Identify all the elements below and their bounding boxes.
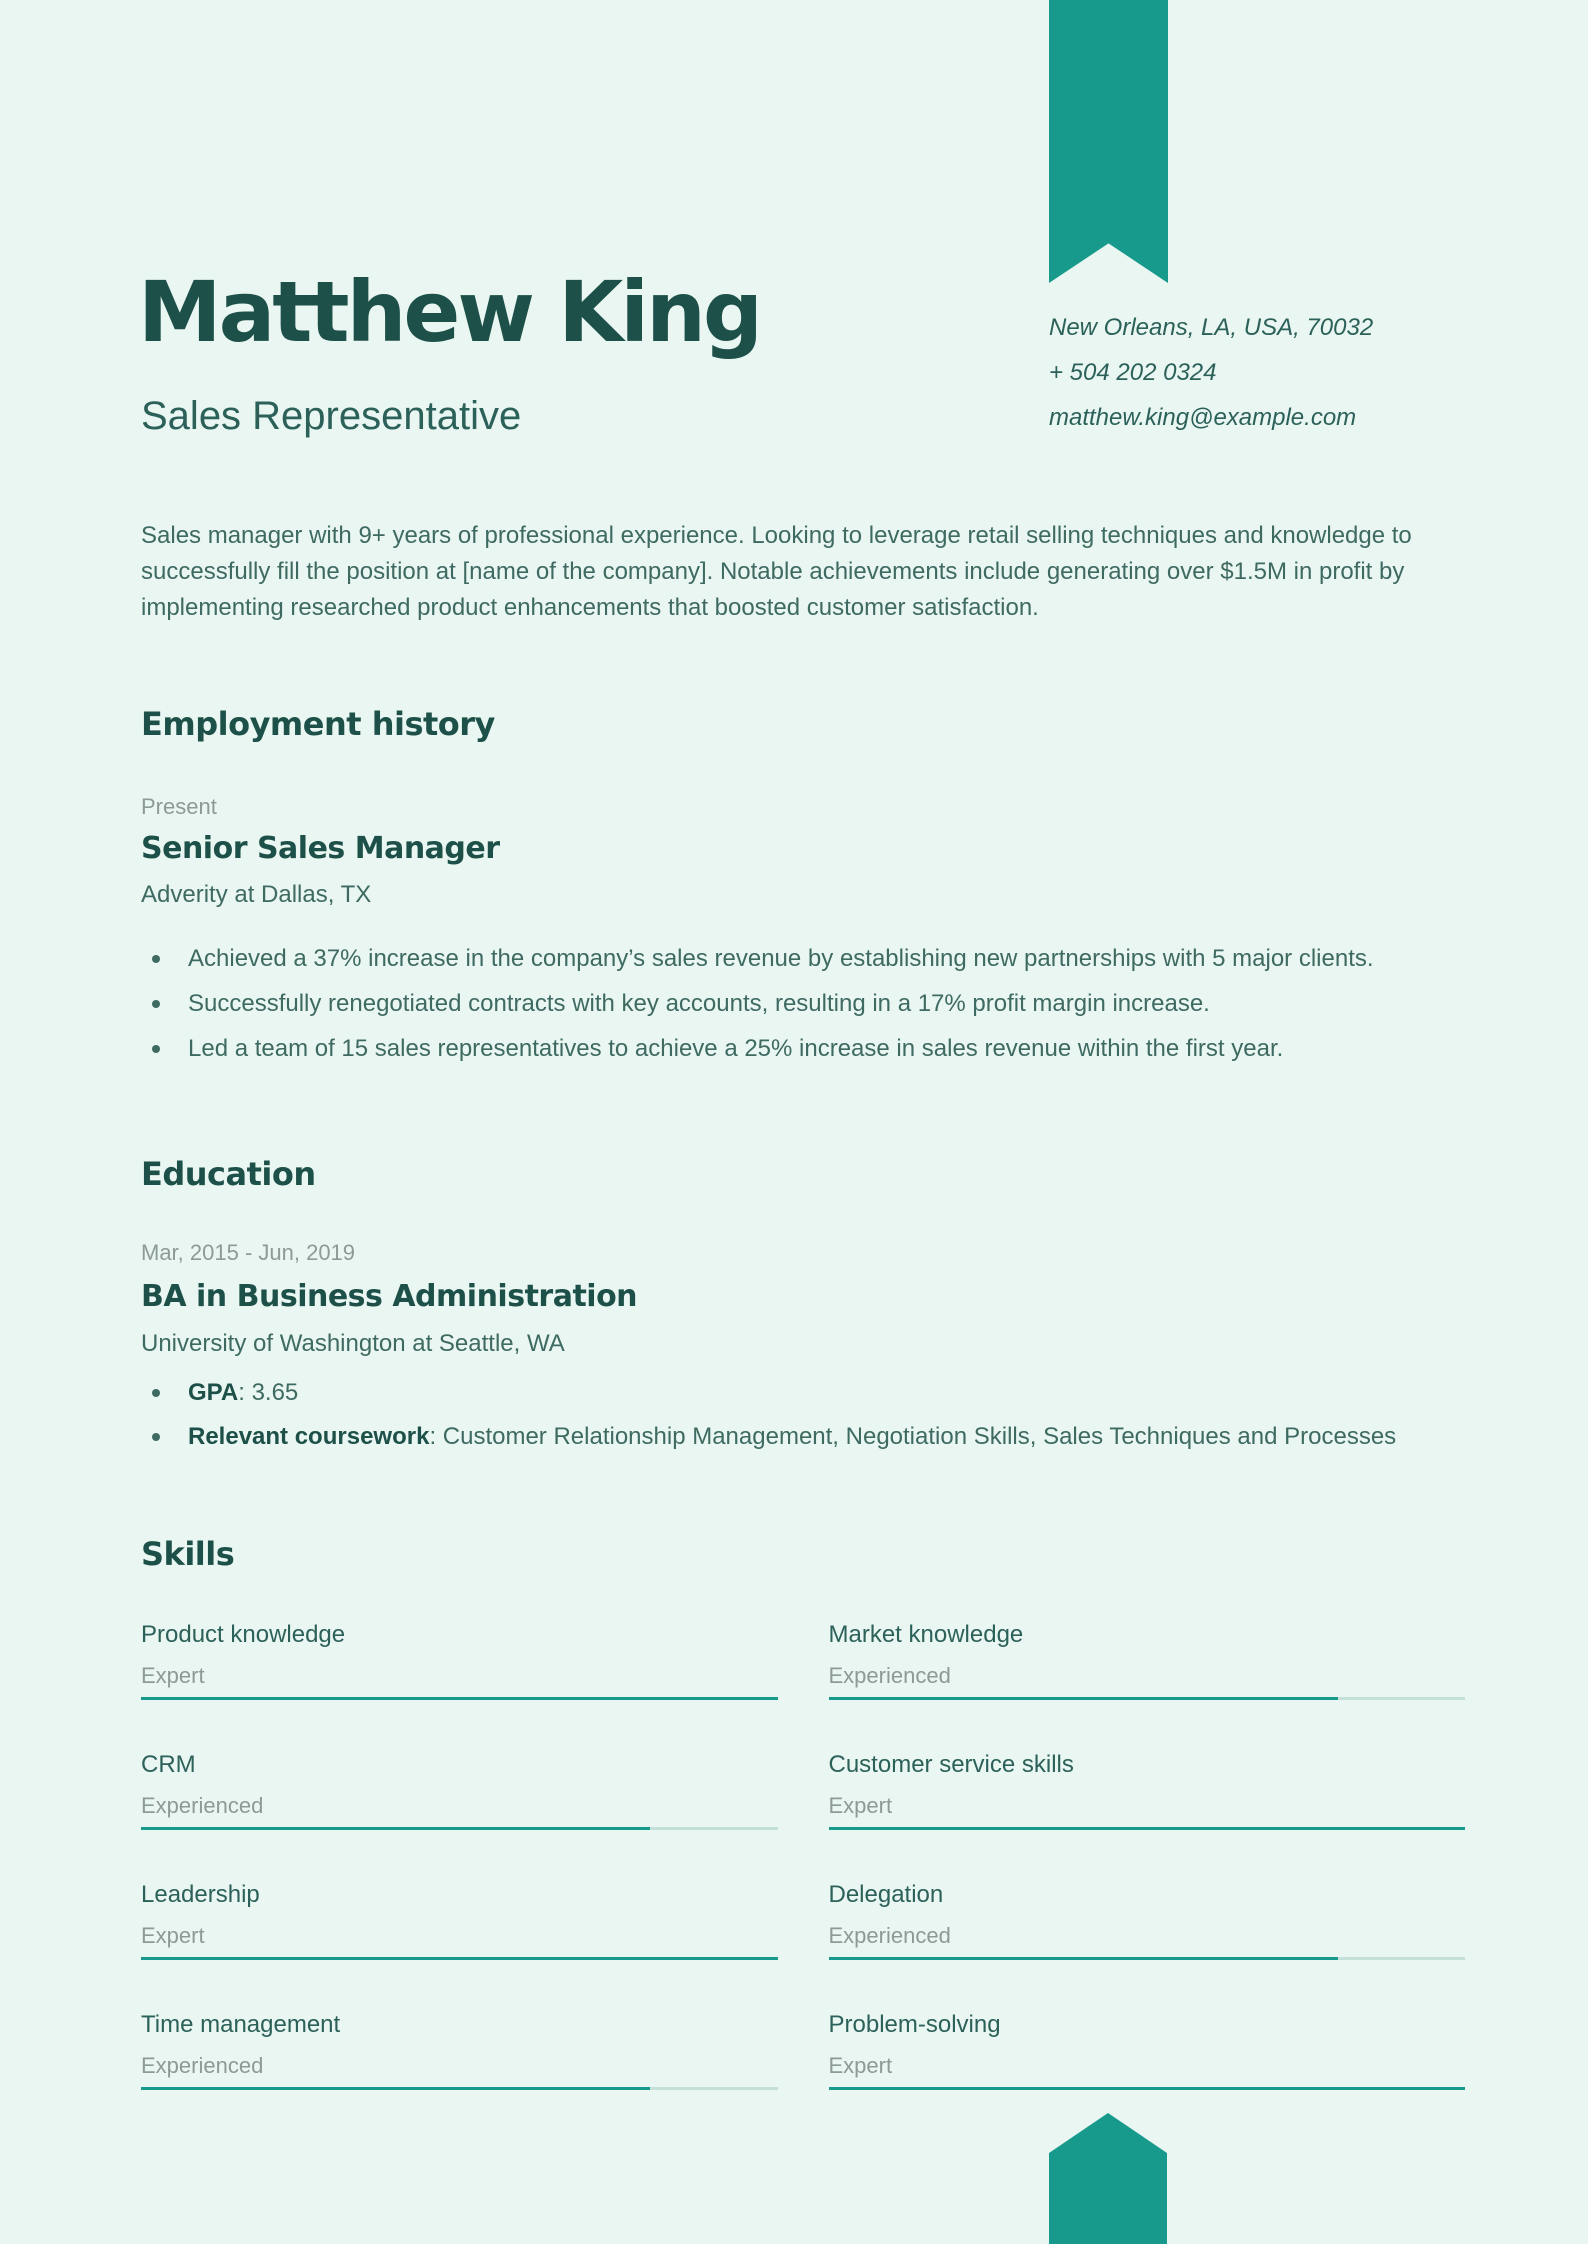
job-bullet-item bbox=[141, 1031, 1451, 1067]
job-bullet-item bbox=[141, 941, 1451, 977]
skill-item bbox=[829, 1750, 1466, 1830]
skill-level: Expert bbox=[828, 2053, 893, 2078]
education-school: University of Washington at Seattle, WA bbox=[141, 1330, 565, 1357]
skill-progress-track bbox=[141, 1827, 778, 1830]
education-bullet-item bbox=[141, 1375, 1451, 1411]
skill-item bbox=[141, 2010, 778, 2090]
skill-name: Market knowledge bbox=[828, 1621, 1024, 1648]
skill-progress-fill bbox=[141, 1827, 650, 1830]
skill-level: Expert bbox=[828, 1793, 893, 1818]
bullet-dot bbox=[152, 955, 160, 963]
skills-section-heading: Skills bbox=[141, 1535, 235, 1573]
skill-name: Product knowledge bbox=[141, 1621, 346, 1648]
skill-level: Experienced bbox=[828, 1923, 951, 1948]
person-name: Matthew King bbox=[138, 263, 761, 361]
skill-progress-track bbox=[829, 2087, 1466, 2090]
skill-progress-track bbox=[141, 1957, 778, 1960]
skill-progress-fill bbox=[141, 2087, 650, 2090]
education-bullet-list bbox=[141, 1375, 1451, 1463]
bullet-dot bbox=[152, 1433, 160, 1441]
skills-grid bbox=[141, 1620, 1465, 2090]
job-bullet-text: Successfully renegotiated contracts with key accounts, resulting in a 17% profit margin increase. bbox=[188, 990, 1210, 1017]
skill-name: CRM bbox=[141, 1751, 196, 1778]
skill-progress-track bbox=[141, 2087, 778, 2090]
skill-level: Experienced bbox=[141, 2053, 264, 2078]
skill-progress-fill bbox=[829, 1957, 1338, 1960]
education-bullet-label: GPA bbox=[188, 1379, 239, 1406]
skill-progress-track bbox=[141, 1697, 778, 1700]
contact-block bbox=[1049, 305, 1373, 440]
skill-progress-fill bbox=[829, 2087, 1466, 2090]
contact-email: matthew.king@example.com bbox=[1049, 404, 1357, 431]
arrow-up-icon bbox=[1049, 2113, 1167, 2244]
skill-progress-track bbox=[829, 1957, 1466, 1960]
skill-item bbox=[829, 2010, 1466, 2090]
skill-progress-fill bbox=[141, 1957, 778, 1960]
bullet-dot bbox=[152, 1000, 160, 1008]
profile-summary: Sales manager with 9+ years of professional experience. Looking to leverage retail selling techniques and knowledge to successfully fill the position at [name of the company]. Notable achievements include generating over $1.5M in profit by implementing researched product enhancements that boosted customer satisfaction. bbox=[141, 522, 1412, 621]
education-bullet-item bbox=[141, 1419, 1451, 1455]
skill-name: Delegation bbox=[828, 1881, 944, 1908]
education-bullet-label: Relevant coursework bbox=[188, 1423, 430, 1450]
skill-name: Problem-solving bbox=[828, 2011, 1001, 2038]
skill-progress-track bbox=[829, 1697, 1466, 1700]
skill-level: Expert bbox=[141, 1663, 205, 1688]
education-date: Mar, 2015 - Jun, 2019 bbox=[141, 1240, 356, 1265]
skill-item bbox=[829, 1620, 1466, 1700]
skill-item bbox=[141, 1750, 778, 1830]
job-bullet-text: Led a team of 15 sales representatives to achieve a 25% increase in sales revenue within the first year. bbox=[188, 1035, 1284, 1062]
skill-progress-fill bbox=[141, 1697, 778, 1700]
job-date: Present bbox=[141, 794, 217, 819]
job-bullet-text: Achieved a 37% increase in the company’s sales revenue by establishing new partnerships with 5 major clients. bbox=[188, 945, 1374, 972]
job-bullet-item bbox=[141, 986, 1451, 1022]
skill-progress-fill bbox=[829, 1697, 1338, 1700]
job-bullet-list bbox=[141, 941, 1451, 1076]
person-job-title: Sales Representative bbox=[141, 394, 522, 438]
skill-name: Leadership bbox=[141, 1881, 260, 1908]
education-degree: BA in Business Administration bbox=[141, 1279, 638, 1314]
skill-level: Experienced bbox=[828, 1663, 951, 1688]
skill-item bbox=[141, 1620, 778, 1700]
skill-name: Customer service skills bbox=[828, 1751, 1074, 1778]
bullet-dot bbox=[152, 1045, 160, 1053]
skill-item bbox=[829, 1880, 1466, 1960]
skill-level: Experienced bbox=[141, 1793, 264, 1818]
education-bullet-text: : 3.65 bbox=[238, 1379, 299, 1406]
skill-item bbox=[141, 1880, 778, 1960]
skill-name: Time management bbox=[141, 2011, 341, 2038]
employment-section-heading: Employment history bbox=[141, 705, 495, 743]
education-section-heading: Education bbox=[141, 1155, 316, 1193]
bookmark-ribbon-icon bbox=[1049, 0, 1168, 283]
bullet-dot bbox=[152, 1389, 160, 1397]
skill-level: Expert bbox=[141, 1923, 205, 1948]
education-bullet-text: : Customer Relationship Management, Negotiation Skills, Sales Techniques and Processes bbox=[429, 1423, 1397, 1450]
contact-phone: + 504 202 0324 bbox=[1049, 359, 1217, 386]
skill-progress-track bbox=[829, 1827, 1466, 1830]
job-employer-location: Adverity at Dallas, TX bbox=[141, 881, 372, 908]
job-title: Senior Sales Manager bbox=[141, 831, 500, 866]
contact-address: New Orleans, LA, USA, 70032 bbox=[1049, 314, 1374, 341]
skill-progress-fill bbox=[829, 1827, 1466, 1830]
